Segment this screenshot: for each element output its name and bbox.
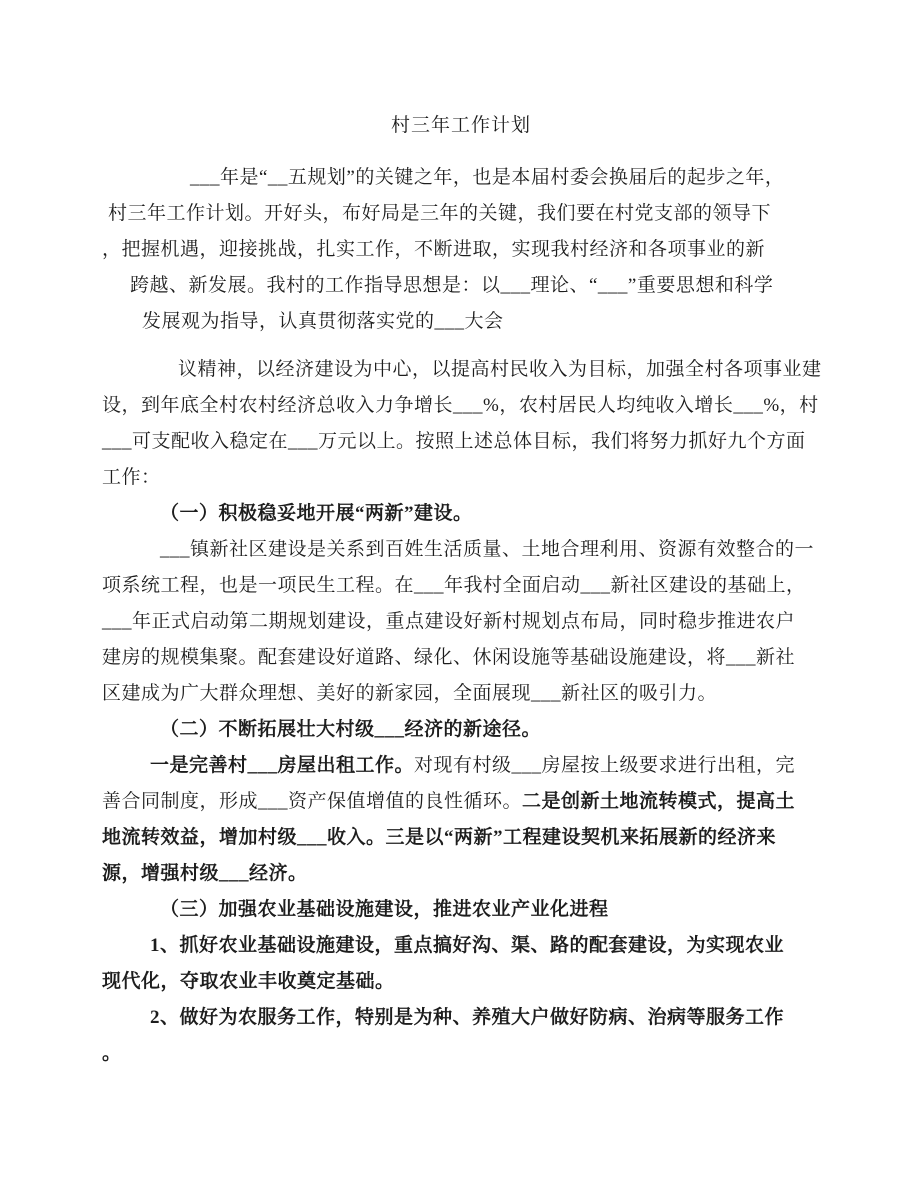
text-segment: 区建成为广大群众理想、美好的新家园，全面展现___新社区的吸引力。 [102,683,718,704]
bold-text-segment: 2、做好为农服务工作，特别是为种、养殖大户做好防病、治病等服务工作 [150,1007,785,1028]
bold-text-segment: 源，增强村级___经济。 [102,863,308,884]
text-line [102,1036,820,1072]
text-line [102,196,820,232]
text-line [102,388,820,424]
text-line [102,604,820,640]
text-line [102,352,820,388]
text-segment: ，把握机遇，迎接挑战，扎实工作，不断进取，实现我村经济和各项事业的新 [102,239,766,260]
text-line [102,928,820,964]
text-segment: 建房的规模集聚。配套建设好道路、绿化、休闲设施等基础设施建设，将___新社 [102,647,796,668]
text-line [102,856,820,892]
document-title: 村三年工作计划 [390,115,531,136]
bold-text-segment: 一是完善村___房屋出租工作。 [150,755,415,776]
section-heading-1 [102,496,820,532]
section-1-body [102,532,820,712]
text-line [102,748,820,784]
text-line [102,496,820,532]
text-line [102,232,820,268]
section-3-item-1 [102,928,820,1000]
text-line [102,460,820,496]
text-segment: 设，到年底全村农村经济总收入力争增长___%，农村居民人均纯收入增长___%，村 [102,395,819,416]
text-line [102,892,820,928]
text-segment: 发展观为指导，认真贯彻落实党的___大会 [142,311,504,332]
intro-paragraph-2 [102,352,820,496]
text-segment: ___镇新社区建设是关系到百姓生活质量、土地合理利用、资源有效整合的一 [160,539,815,560]
text-line [102,676,820,712]
bold-text-segment: 现代化，夺取农业丰收奠定基础。 [102,971,395,992]
document-body [102,160,820,1072]
bold-text-segment: 地流转效益，增加村级___收入。三是以“两新”工程建设契机来拓展新的经济来 [102,827,777,848]
text-segment: 村三年工作计划。开好头，布好局是三年的关键，我们要在村党支部的领导下 [108,203,772,224]
text-line [102,784,820,820]
text-line [102,712,820,748]
text-segment: 工作： [102,467,161,488]
text-line [102,964,820,1000]
intro-paragraph-1 [102,160,820,340]
text-segment: 善合同制度，形成___资产保值增值的良性循环。 [102,791,523,812]
text-line [102,304,820,340]
text-line [102,568,820,604]
text-line [102,532,820,568]
text-segment: ___年正式启动第二期规划建设，重点建设好新村规划点布局，同时稳步推进农户 [102,611,796,632]
section-3-item-2 [102,1000,820,1072]
bold-text-segment: （二）不断拓展壮大村级___经济的新途径。 [160,719,542,740]
text-line [102,1000,820,1036]
bold-text-segment: 1、抓好农业基础设施建设，重点搞好沟、渠、路的配套建设，为实现农业 [150,935,785,956]
bold-text-segment: 二是创新土地流转模式，提高土 [522,791,796,812]
text-line [102,820,820,856]
text-segment: 对现有村级___房屋按上级要求进行出租，完 [414,755,796,776]
text-segment: ___可支配收入稳定在___万元以上。按照上述总体目标，我们将努力抓好九个方面 [102,431,806,452]
text-line [102,160,820,196]
text-segment: 跨越、新发展。我村的工作指导思想是：以___理论、“___”重要思想和科学 [130,275,774,296]
section-heading-3 [102,892,820,928]
text-line [102,424,820,460]
section-heading-2 [102,712,820,748]
bold-text-segment: 。 [102,1043,122,1064]
section-2-body [102,748,820,892]
text-line [102,640,820,676]
text-line [102,268,820,304]
bold-text-segment: （一）积极稳妥地开展“两新”建设。 [160,503,473,524]
bold-text-segment: （三）加强农业基础设施建设，推进农业产业化进程 [160,899,609,920]
text-segment: ___年是“__五规划”的关键之年，也是本届村委会换届后的起步之年， [190,167,785,188]
text-segment: 项系统工程，也是一项民生工程。在___年我村全面启动___新社区建设的基础上， [102,575,806,596]
text-segment: 议精神，以经济建设为中心，以提高村民收入为目标，加强全村各项事业建 [178,359,822,380]
